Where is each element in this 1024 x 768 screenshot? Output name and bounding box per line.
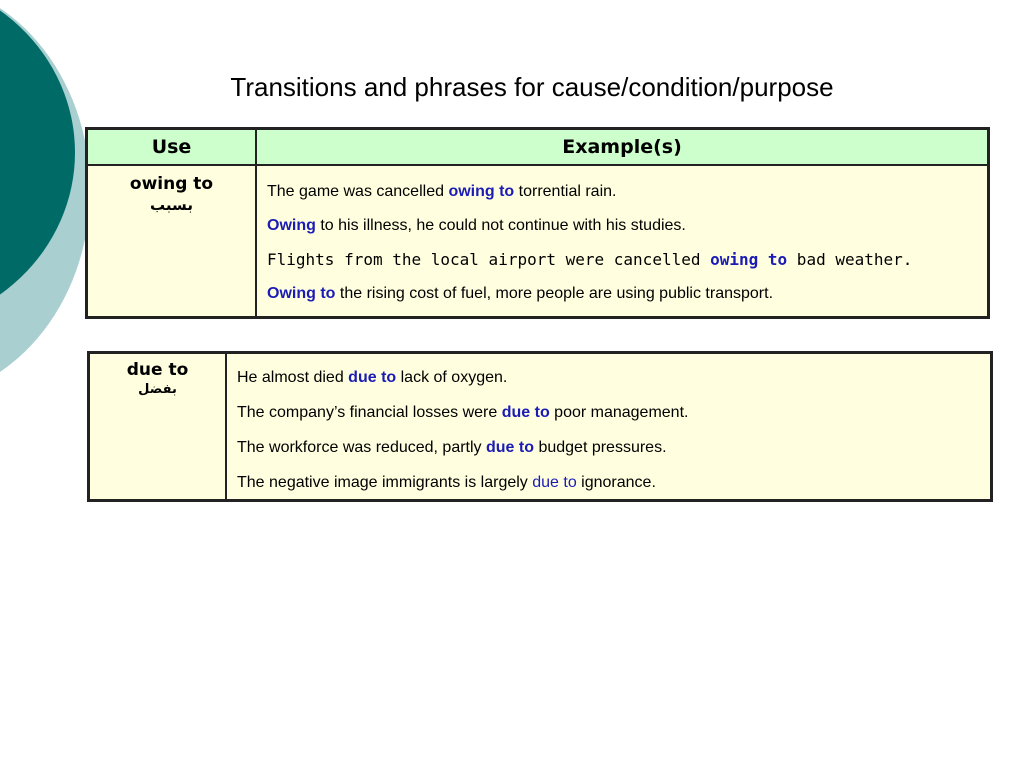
highlight-phrase: owing to [448, 183, 515, 200]
example-sentence: Owing to his illness, he could not continue with his studies. [267, 217, 686, 234]
example-sentence: The game was cancelled owing to torrential rain. [267, 183, 617, 200]
highlight-phrase: due to [486, 439, 534, 456]
examples-cell [256, 165, 989, 318]
examples-column-header: Example(s) [256, 129, 989, 166]
due-to-table [87, 351, 993, 502]
owing-to-table [85, 127, 990, 319]
highlight-phrase: Owing [267, 217, 316, 234]
highlight-phrase: Owing to [267, 285, 336, 302]
highlight-phrase: due to [348, 369, 397, 386]
use-cell [89, 353, 227, 501]
highlight-phrase: due to [501, 404, 550, 421]
arabic-translation: بفضل [138, 382, 177, 397]
examples-cell [226, 353, 992, 501]
slide-title: Transitions and phrases for cause/condition/purpose [230, 72, 834, 102]
highlight-phrase: due to [532, 474, 577, 491]
example-sentence: The workforce was reduced, partly due to budget pressures. [237, 439, 667, 456]
example-sentence: Flights from the local airport were cancelled owing to bad weather. [267, 250, 913, 269]
table-row [89, 353, 992, 501]
use-column-header: Use [87, 129, 257, 166]
example-sentence: The negative image immigrants is largely due to ignorance. [237, 474, 656, 491]
highlight-phrase: owing to [710, 250, 788, 269]
term-due-to: due to [126, 360, 189, 380]
term-owing-to: owing to [129, 174, 214, 194]
arabic-translation: بسبب [150, 196, 193, 214]
table-row [87, 165, 989, 318]
example-sentence: Owing to the rising cost of fuel, more people are using public transport. [267, 285, 774, 302]
example-sentence: He almost died due to lack of oxygen. [237, 369, 508, 386]
use-cell [87, 165, 257, 318]
example-sentence: The company’s financial losses were due to poor management. [237, 404, 689, 421]
table-header-row [87, 129, 989, 166]
